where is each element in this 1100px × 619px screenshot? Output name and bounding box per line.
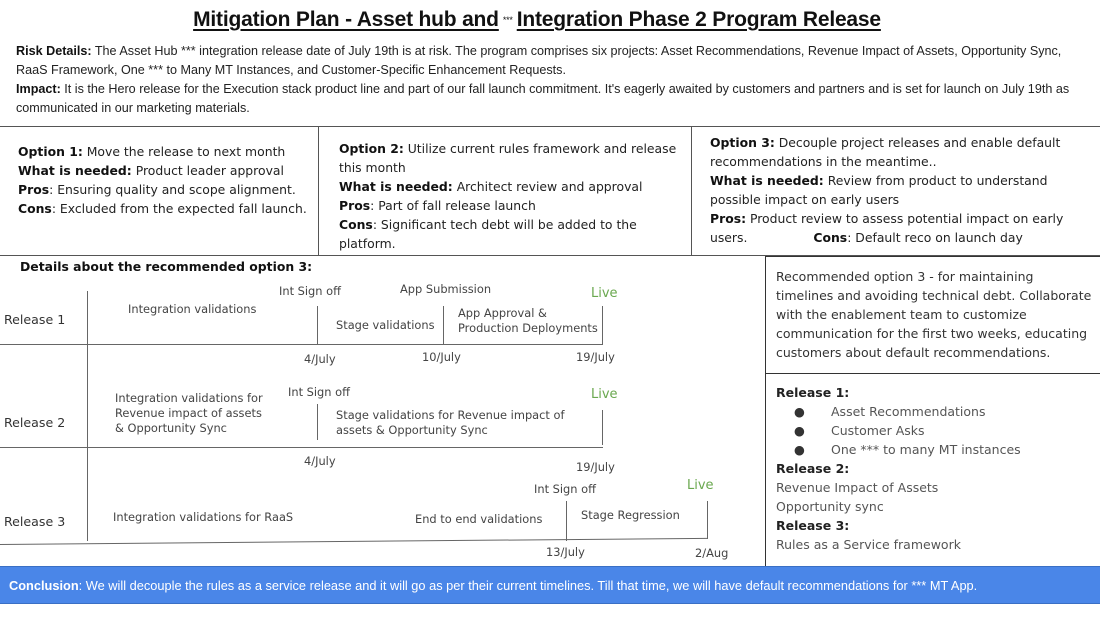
list-item: ● Asset Recommendations — [776, 402, 1096, 421]
release-2-phase-stage: Stage validations for Revenue impact of assets & Opportunity Sync — [336, 408, 565, 437]
timeline-label-divider — [87, 291, 88, 541]
list-item: Revenue Impact of Assets — [776, 480, 939, 495]
details-heading: Details about the recommended option 3: — [20, 259, 313, 274]
impact-label: Impact: — [16, 82, 61, 96]
release-1-label: Release 1 — [4, 312, 66, 327]
release-3-label: Release 3 — [4, 514, 66, 529]
bullet-icon: ● — [794, 442, 805, 457]
options-top-border — [0, 126, 1100, 127]
bullet-icon: ● — [794, 423, 805, 438]
release-1-milestone-int-signoff: Int Sign off — [279, 284, 341, 298]
conclusion-text: : We will decouple the rules as a service release and it will go as per their current timelines. Till that time, we will have default recommendations for *** MT App. — [78, 578, 978, 593]
release-3-phase-stage-regression: Stage Regression — [581, 508, 680, 522]
release-summary — [776, 383, 1096, 554]
release-1-date: 19/July — [576, 350, 615, 364]
release-1-marker-live — [602, 306, 603, 344]
list-item: Opportunity sync — [776, 499, 884, 514]
release-3-milestone-int-signoff: Int Sign off — [534, 482, 596, 496]
risk-text: The Asset Hub *** integration release date of July 19th is at risk. The program comprises six projects: Asset Recommendations, Revenue Impact of Assets, Opportunity Sync, RaaS Framework, One *** to Many MT Instances, and Customer-Specific Enhancement Requests. — [16, 44, 1062, 77]
release-2-label: Release 2 — [4, 415, 66, 430]
list-item: ● One *** to many MT instances — [776, 440, 1096, 459]
list-item: Rules as a Service framework — [776, 537, 961, 552]
options-divider-2 — [691, 126, 692, 256]
release-2-baseline — [0, 447, 603, 448]
title-part-2: Integration Phase 2 Program Release — [516, 8, 881, 31]
release-1-date: 4/July — [304, 352, 336, 366]
release-1-phase-integration: Integration validations — [128, 302, 257, 316]
release-1-milestone-app-submission: App Submission — [400, 282, 492, 296]
release-3-date: 2/Aug — [695, 546, 729, 560]
release-1-date: 10/July — [422, 350, 461, 364]
list-item: ● Customer Asks — [776, 421, 1096, 440]
release-3-date: 13/July — [546, 545, 585, 559]
options-divider-1 — [318, 126, 319, 256]
release-2-phase-integration: Integration validations for Revenue impact of assets & Opportunity Sync — [115, 391, 263, 435]
release-3-heading: Release 3: — [776, 518, 850, 533]
release-1-baseline — [0, 344, 603, 345]
release-3-marker-live — [707, 501, 708, 539]
release-2-marker-live — [602, 410, 603, 445]
title-part-1: Mitigation Plan - Asset hub and — [193, 8, 499, 31]
risk-section — [16, 42, 1091, 118]
release-2-live: Live — [591, 387, 618, 402]
recommendation-text: Recommended option 3 - for maintaining timelines and avoiding technical debt. Collaborate with the enablement team to customize communication for the first two weeks, educating customers about default recommendations. — [776, 269, 1092, 360]
release-1-phase-approval: App Approval & Production Deployments — [458, 306, 598, 335]
conclusion-banner — [0, 566, 1100, 604]
release-2-marker-signoff — [317, 404, 318, 440]
release-1-marker-signoff — [317, 306, 318, 344]
release-2-date: 4/July — [304, 454, 336, 468]
release-3-marker-signoff — [566, 501, 567, 541]
option-2: Option 2: Utilize current rules framework and release this month What is needed: Architect review and approval Pros: Part of fall release launch Cons: Significant tech debt will be added to the platform. — [339, 141, 677, 251]
release-1-phase-stage: Stage validations — [336, 318, 435, 332]
release-3-phase-e2e: End to end validations — [415, 512, 543, 526]
bullet-icon: ● — [794, 404, 805, 419]
risk-label: Risk Details: — [16, 44, 92, 58]
release-3-live: Live — [687, 478, 714, 493]
release-3-baseline — [0, 538, 708, 545]
conclusion-label: Conclusion — [9, 578, 79, 593]
redacted-stars: *** — [502, 15, 513, 26]
release-1-heading: Release 1: — [776, 385, 850, 400]
option-3: Option 3: Decouple project releases and enable default recommendations in the meantime.. What is needed: Review from product to understand possible impact on early users Pros: Product review to assess potential impact on early users. Cons: Default reco on launch day — [710, 135, 1064, 245]
option-1: Option 1: Move the release to next month What is needed: Product leader approval Pros: Ensuring quality and scope alignment. Cons: Excluded from the expected fall launch. — [18, 144, 307, 216]
release-2-date: 19/July — [576, 460, 615, 474]
release-2-heading: Release 2: — [776, 461, 850, 476]
release-1-live: Live — [591, 286, 618, 301]
release-3-phase-integration: Integration validations for RaaS — [113, 510, 294, 524]
page-title — [0, 8, 1074, 32]
release-1-marker-submission — [443, 306, 444, 344]
impact-text: It is the Hero release for the Execution stack product line and part of our fall launch commitment. It's eagerly awaited by customers and partners and is set for launch on July 19th as communicated in our marketing materials. — [16, 82, 1070, 115]
release-2-milestone-int-signoff: Int Sign off — [288, 385, 350, 399]
